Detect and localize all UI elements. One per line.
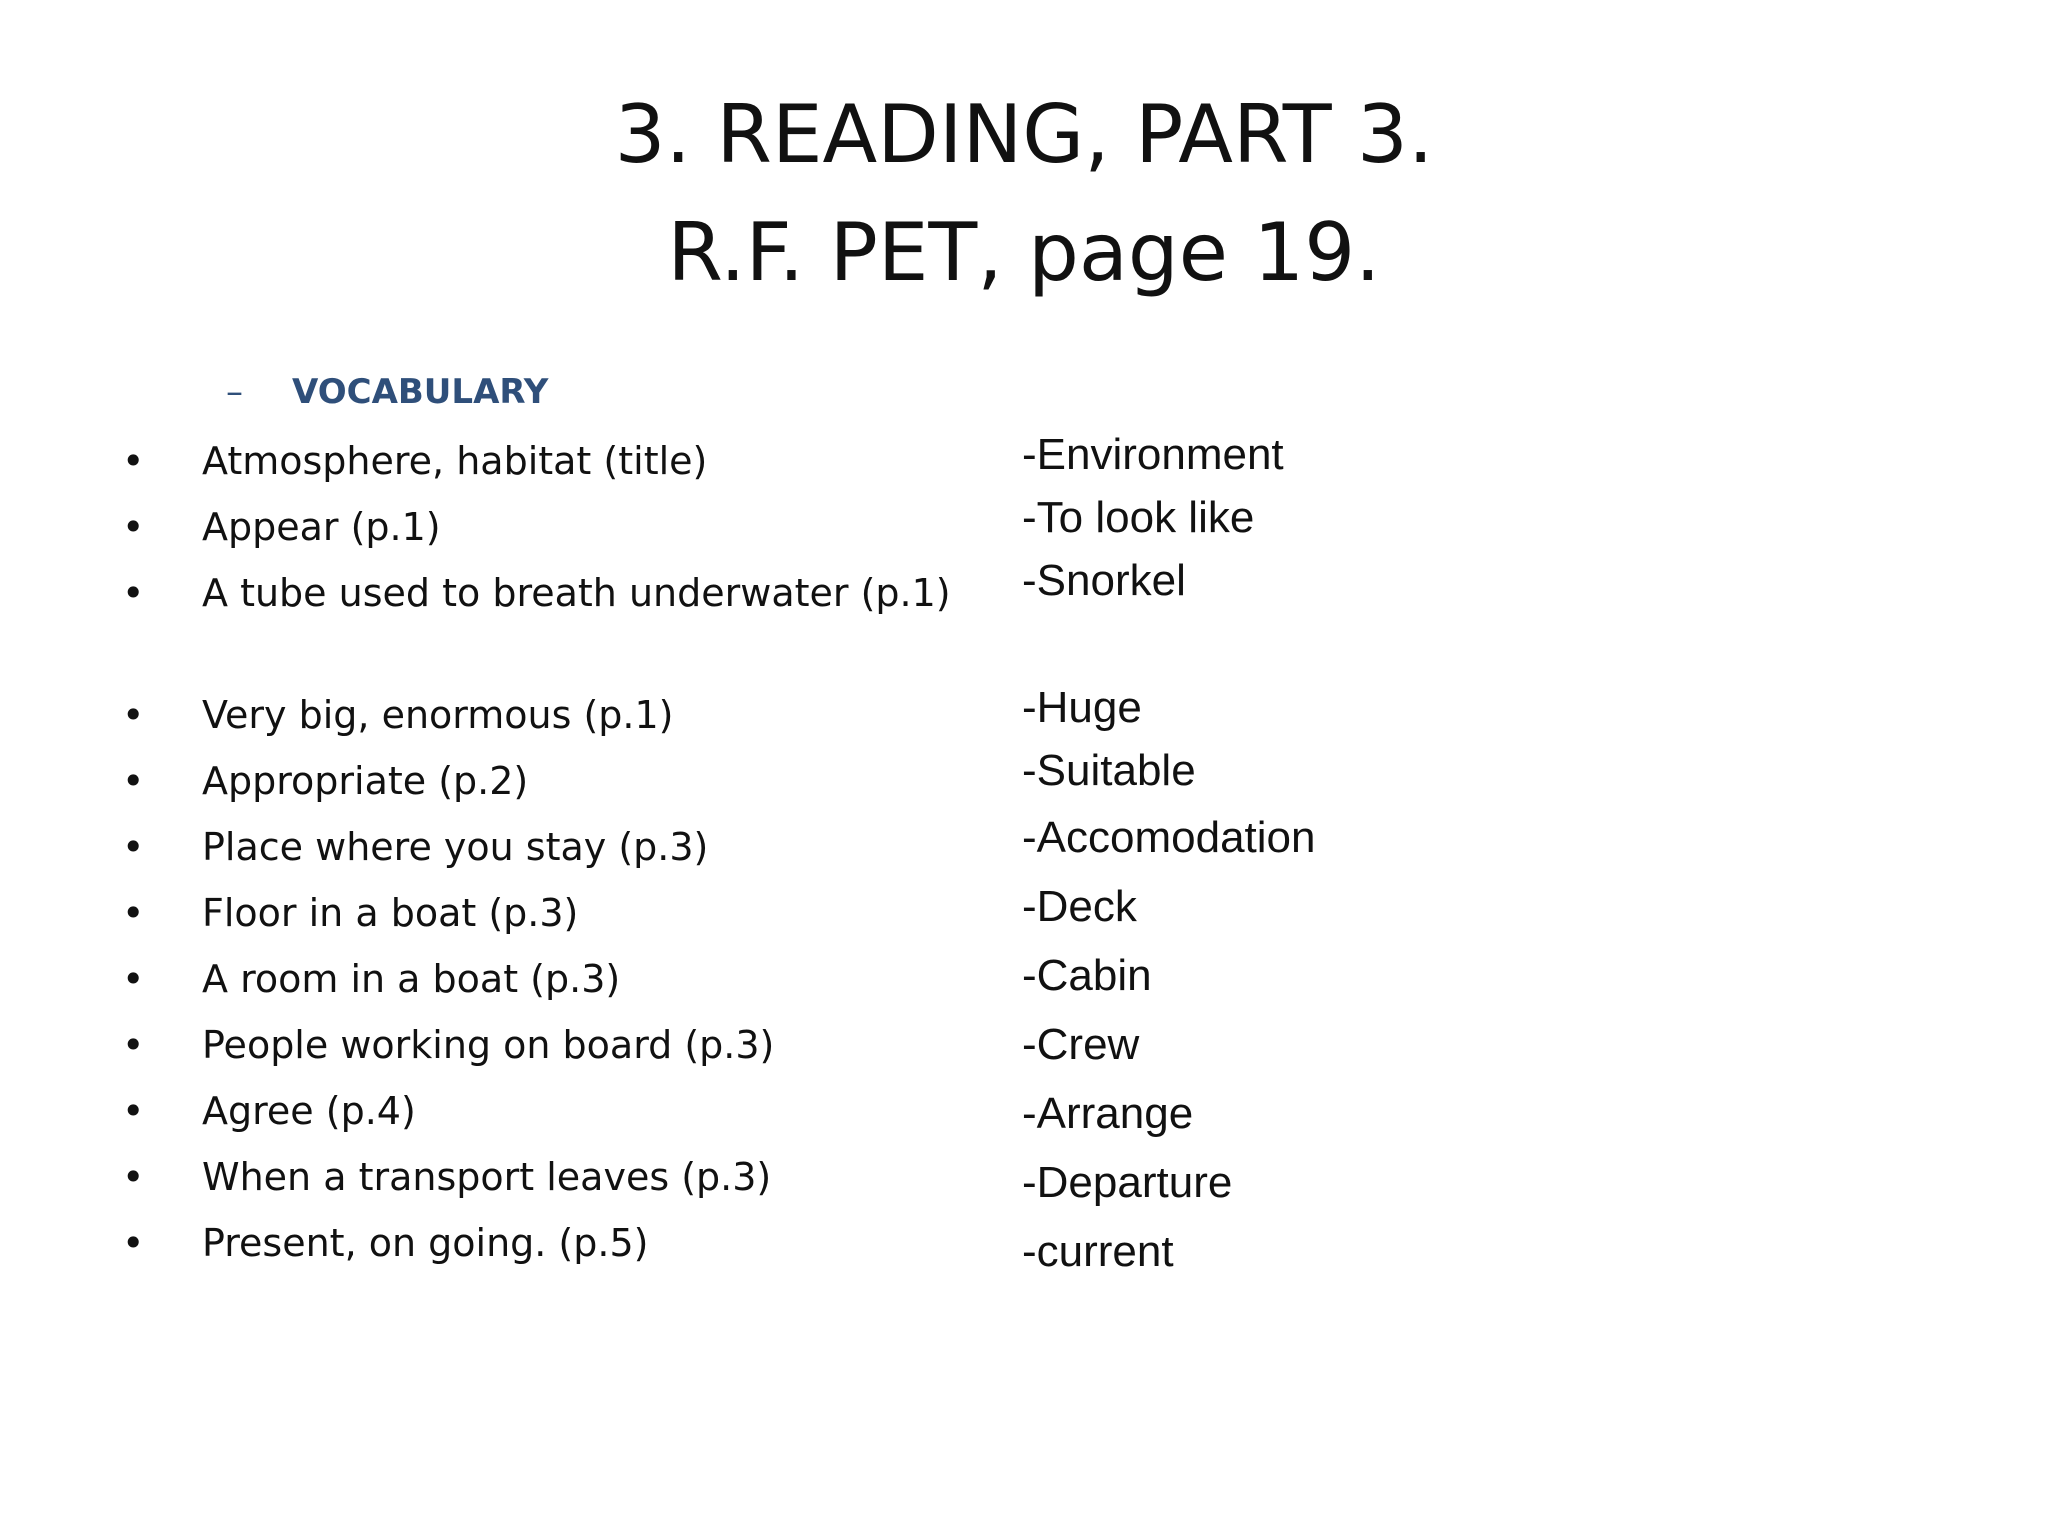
bullet: • bbox=[122, 505, 145, 549]
vocab-answer: -current bbox=[1022, 1227, 1174, 1276]
definition-text: Present, on going. (p.5) bbox=[202, 1221, 649, 1265]
vocab-definition-item bbox=[122, 1215, 1002, 1271]
definition-text: Floor in a boat (p.3) bbox=[202, 891, 579, 935]
vocab-answer: -Accomodation bbox=[1022, 813, 1316, 862]
definition-text: A tube used to breath underwater (p.1) bbox=[202, 571, 951, 615]
vocab-definition-item bbox=[122, 499, 1002, 555]
bullet: • bbox=[122, 1155, 145, 1199]
vocabulary-subheading bbox=[226, 372, 548, 412]
vocab-answer: -Huge bbox=[1022, 683, 1142, 732]
bullet: • bbox=[122, 693, 145, 737]
definition-text: Atmosphere, habitat (title) bbox=[202, 439, 708, 483]
vocab-answer: -Snorkel bbox=[1022, 556, 1186, 605]
vocab-answer: -Suitable bbox=[1022, 746, 1196, 795]
bullet: • bbox=[122, 957, 145, 1001]
definition-text: Appear (p.1) bbox=[202, 505, 441, 549]
bullet: • bbox=[122, 571, 145, 615]
bullet: • bbox=[122, 759, 145, 803]
vocab-answer: -Environment bbox=[1022, 430, 1284, 479]
definition-text: People working on board (p.3) bbox=[202, 1023, 775, 1067]
definition-text: Very big, enormous (p.1) bbox=[202, 693, 674, 737]
vocab-answer: -Departure bbox=[1022, 1158, 1233, 1207]
definition-text: Appropriate (p.2) bbox=[202, 759, 529, 803]
subheading-label: VOCABULARY bbox=[292, 372, 549, 412]
definition-text: Place where you stay (p.3) bbox=[202, 825, 709, 869]
vocab-definition-item bbox=[122, 687, 1002, 743]
definition-text: Agree (p.4) bbox=[202, 1089, 416, 1133]
bullet: • bbox=[122, 891, 145, 935]
subheading-dash: – bbox=[226, 372, 243, 412]
vocab-answer: -Deck bbox=[1022, 882, 1137, 931]
definition-text: When a transport leaves (p.3) bbox=[202, 1155, 772, 1199]
vocab-definition-item bbox=[122, 753, 1002, 809]
bullet: • bbox=[122, 439, 145, 483]
vocab-answer: -Arrange bbox=[1022, 1089, 1194, 1138]
vocab-definition-item bbox=[122, 565, 1002, 621]
vocab-definition-item bbox=[122, 819, 1002, 875]
vocab-definition-item bbox=[122, 1149, 1002, 1205]
bullet: • bbox=[122, 1221, 145, 1265]
bullet: • bbox=[122, 1089, 145, 1133]
definition-text: A room in a boat (p.3) bbox=[202, 957, 621, 1001]
vocab-answer: -Crew bbox=[1022, 1020, 1140, 1069]
slide-title-line-2: R.F. PET, page 19. bbox=[667, 206, 1381, 299]
bullet: • bbox=[122, 1023, 145, 1067]
vocab-definition-item bbox=[122, 951, 1002, 1007]
vocab-definition-item bbox=[122, 1017, 1002, 1073]
vocab-definition-item bbox=[122, 885, 1002, 941]
bullet: • bbox=[122, 825, 145, 869]
vocab-answer: -Cabin bbox=[1022, 951, 1152, 1000]
vocab-definition-item bbox=[122, 433, 1002, 489]
vocab-answer: -To look like bbox=[1022, 493, 1255, 542]
vocab-definition-item bbox=[122, 1083, 1002, 1139]
slide-title-line-1: 3. READING, PART 3. bbox=[614, 88, 1434, 181]
